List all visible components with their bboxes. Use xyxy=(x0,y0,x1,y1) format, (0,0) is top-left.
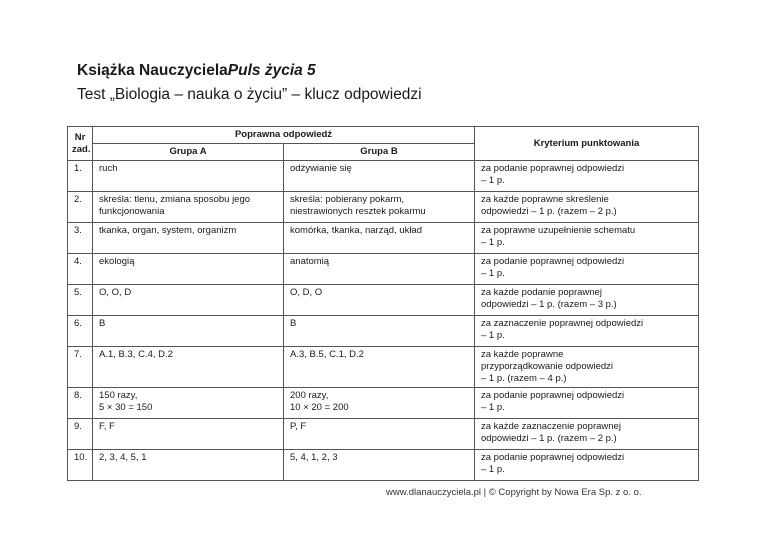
table-row xyxy=(68,450,699,481)
group-a-answer: ekologią xyxy=(93,254,284,285)
task-number: 5. xyxy=(68,285,93,316)
header-group-a: Grupa A xyxy=(93,144,284,161)
group-a-answer: O, O, D xyxy=(93,285,284,316)
task-number: 7. xyxy=(68,347,93,388)
scoring-criterion: za podanie poprawnej odpowiedzi – 1 p. xyxy=(475,254,699,285)
table-row xyxy=(68,419,699,450)
answer-key-table xyxy=(67,126,699,481)
group-b-answer: komórka, tkanka, narząd, układ xyxy=(284,223,475,254)
task-number: 9. xyxy=(68,419,93,450)
group-b-answer: 5, 4, 1, 2, 3 xyxy=(284,450,475,481)
group-b-answer: skreśla: pobierany pokarm, niestrawionych resztek pokarmu xyxy=(284,192,475,223)
group-b-answer: P, F xyxy=(284,419,475,450)
task-number: 2. xyxy=(68,192,93,223)
table-row xyxy=(68,347,699,388)
group-a-answer: skreśla: tlenu, zmiana sposobu jego funkcjonowania xyxy=(93,192,284,223)
header-nr xyxy=(68,127,93,161)
scoring-criterion: za zaznaczenie poprawnej odpowiedzi – 1 p. xyxy=(475,316,699,347)
scoring-criterion: za poprawne uzupełnienie schematu – 1 p. xyxy=(475,223,699,254)
copyright-footer: www.dlanauczyciela.pl | © Copyright by Nowa Era Sp. z o. o. xyxy=(386,487,642,498)
header-group-b: Grupa B xyxy=(284,144,475,161)
scoring-criterion: za podanie poprawnej odpowiedzi – 1 p. xyxy=(475,161,699,192)
table-row xyxy=(68,285,699,316)
table-header-row xyxy=(68,127,699,144)
table-row xyxy=(68,388,699,419)
task-number: 8. xyxy=(68,388,93,419)
table-row xyxy=(68,316,699,347)
page-title xyxy=(77,62,316,80)
task-number: 10. xyxy=(68,450,93,481)
group-b-answer: odżywianie się xyxy=(284,161,475,192)
page-subtitle: Test „Biologia – nauka o życiu” – klucz odpowiedzi xyxy=(77,86,422,103)
group-a-answer: F, F xyxy=(93,419,284,450)
group-a-answer: ruch xyxy=(93,161,284,192)
table-row xyxy=(68,223,699,254)
group-b-answer: 200 razy, 10 × 20 = 200 xyxy=(284,388,475,419)
header-criterion: Kryterium punktowania xyxy=(475,127,699,161)
header-nr-line1: Nr xyxy=(74,131,86,143)
scoring-criterion: za podanie poprawnej odpowiedzi – 1 p. xyxy=(475,450,699,481)
scoring-criterion: za każde poprawne przyporządkowanie odpowiedzi – 1 p. (razem – 4 p.) xyxy=(475,347,699,388)
task-number: 1. xyxy=(68,161,93,192)
header-nr-line2: zad. xyxy=(72,143,91,155)
group-a-answer: A.1, B.3, C.4, D.2 xyxy=(93,347,284,388)
group-a-answer: 150 razy, 5 × 30 = 150 xyxy=(93,388,284,419)
scoring-criterion: za każde zaznaczenie poprawnej odpowiedzi – 1 p. (razem – 2 p.) xyxy=(475,419,699,450)
group-b-answer: A.3, B.5, C.1, D.2 xyxy=(284,347,475,388)
scoring-criterion: za podanie poprawnej odpowiedzi – 1 p. xyxy=(475,388,699,419)
table-row xyxy=(68,254,699,285)
task-number: 4. xyxy=(68,254,93,285)
table-row xyxy=(68,192,699,223)
group-b-answer: B xyxy=(284,316,475,347)
table-row xyxy=(68,161,699,192)
title-book-name: Puls życia 5 xyxy=(227,62,316,79)
group-b-answer: O, D, O xyxy=(284,285,475,316)
task-number: 6. xyxy=(68,316,93,347)
scoring-criterion: za każde poprawne skreślenie odpowiedzi – 1 p. (razem – 2 p.) xyxy=(475,192,699,223)
header-correct-answer: Poprawna odpowiedź xyxy=(93,127,475,144)
scoring-criterion: za każde podanie poprawnej odpowiedzi – 1 p. (razem – 3 p.) xyxy=(475,285,699,316)
group-b-answer: anatomią xyxy=(284,254,475,285)
title-prefix: Książka Nauczyciela xyxy=(77,62,228,79)
group-a-answer: 2, 3, 4, 5, 1 xyxy=(93,450,284,481)
group-a-answer: tkanka, organ, system, organizm xyxy=(93,223,284,254)
task-number: 3. xyxy=(68,223,93,254)
group-a-answer: B xyxy=(93,316,284,347)
